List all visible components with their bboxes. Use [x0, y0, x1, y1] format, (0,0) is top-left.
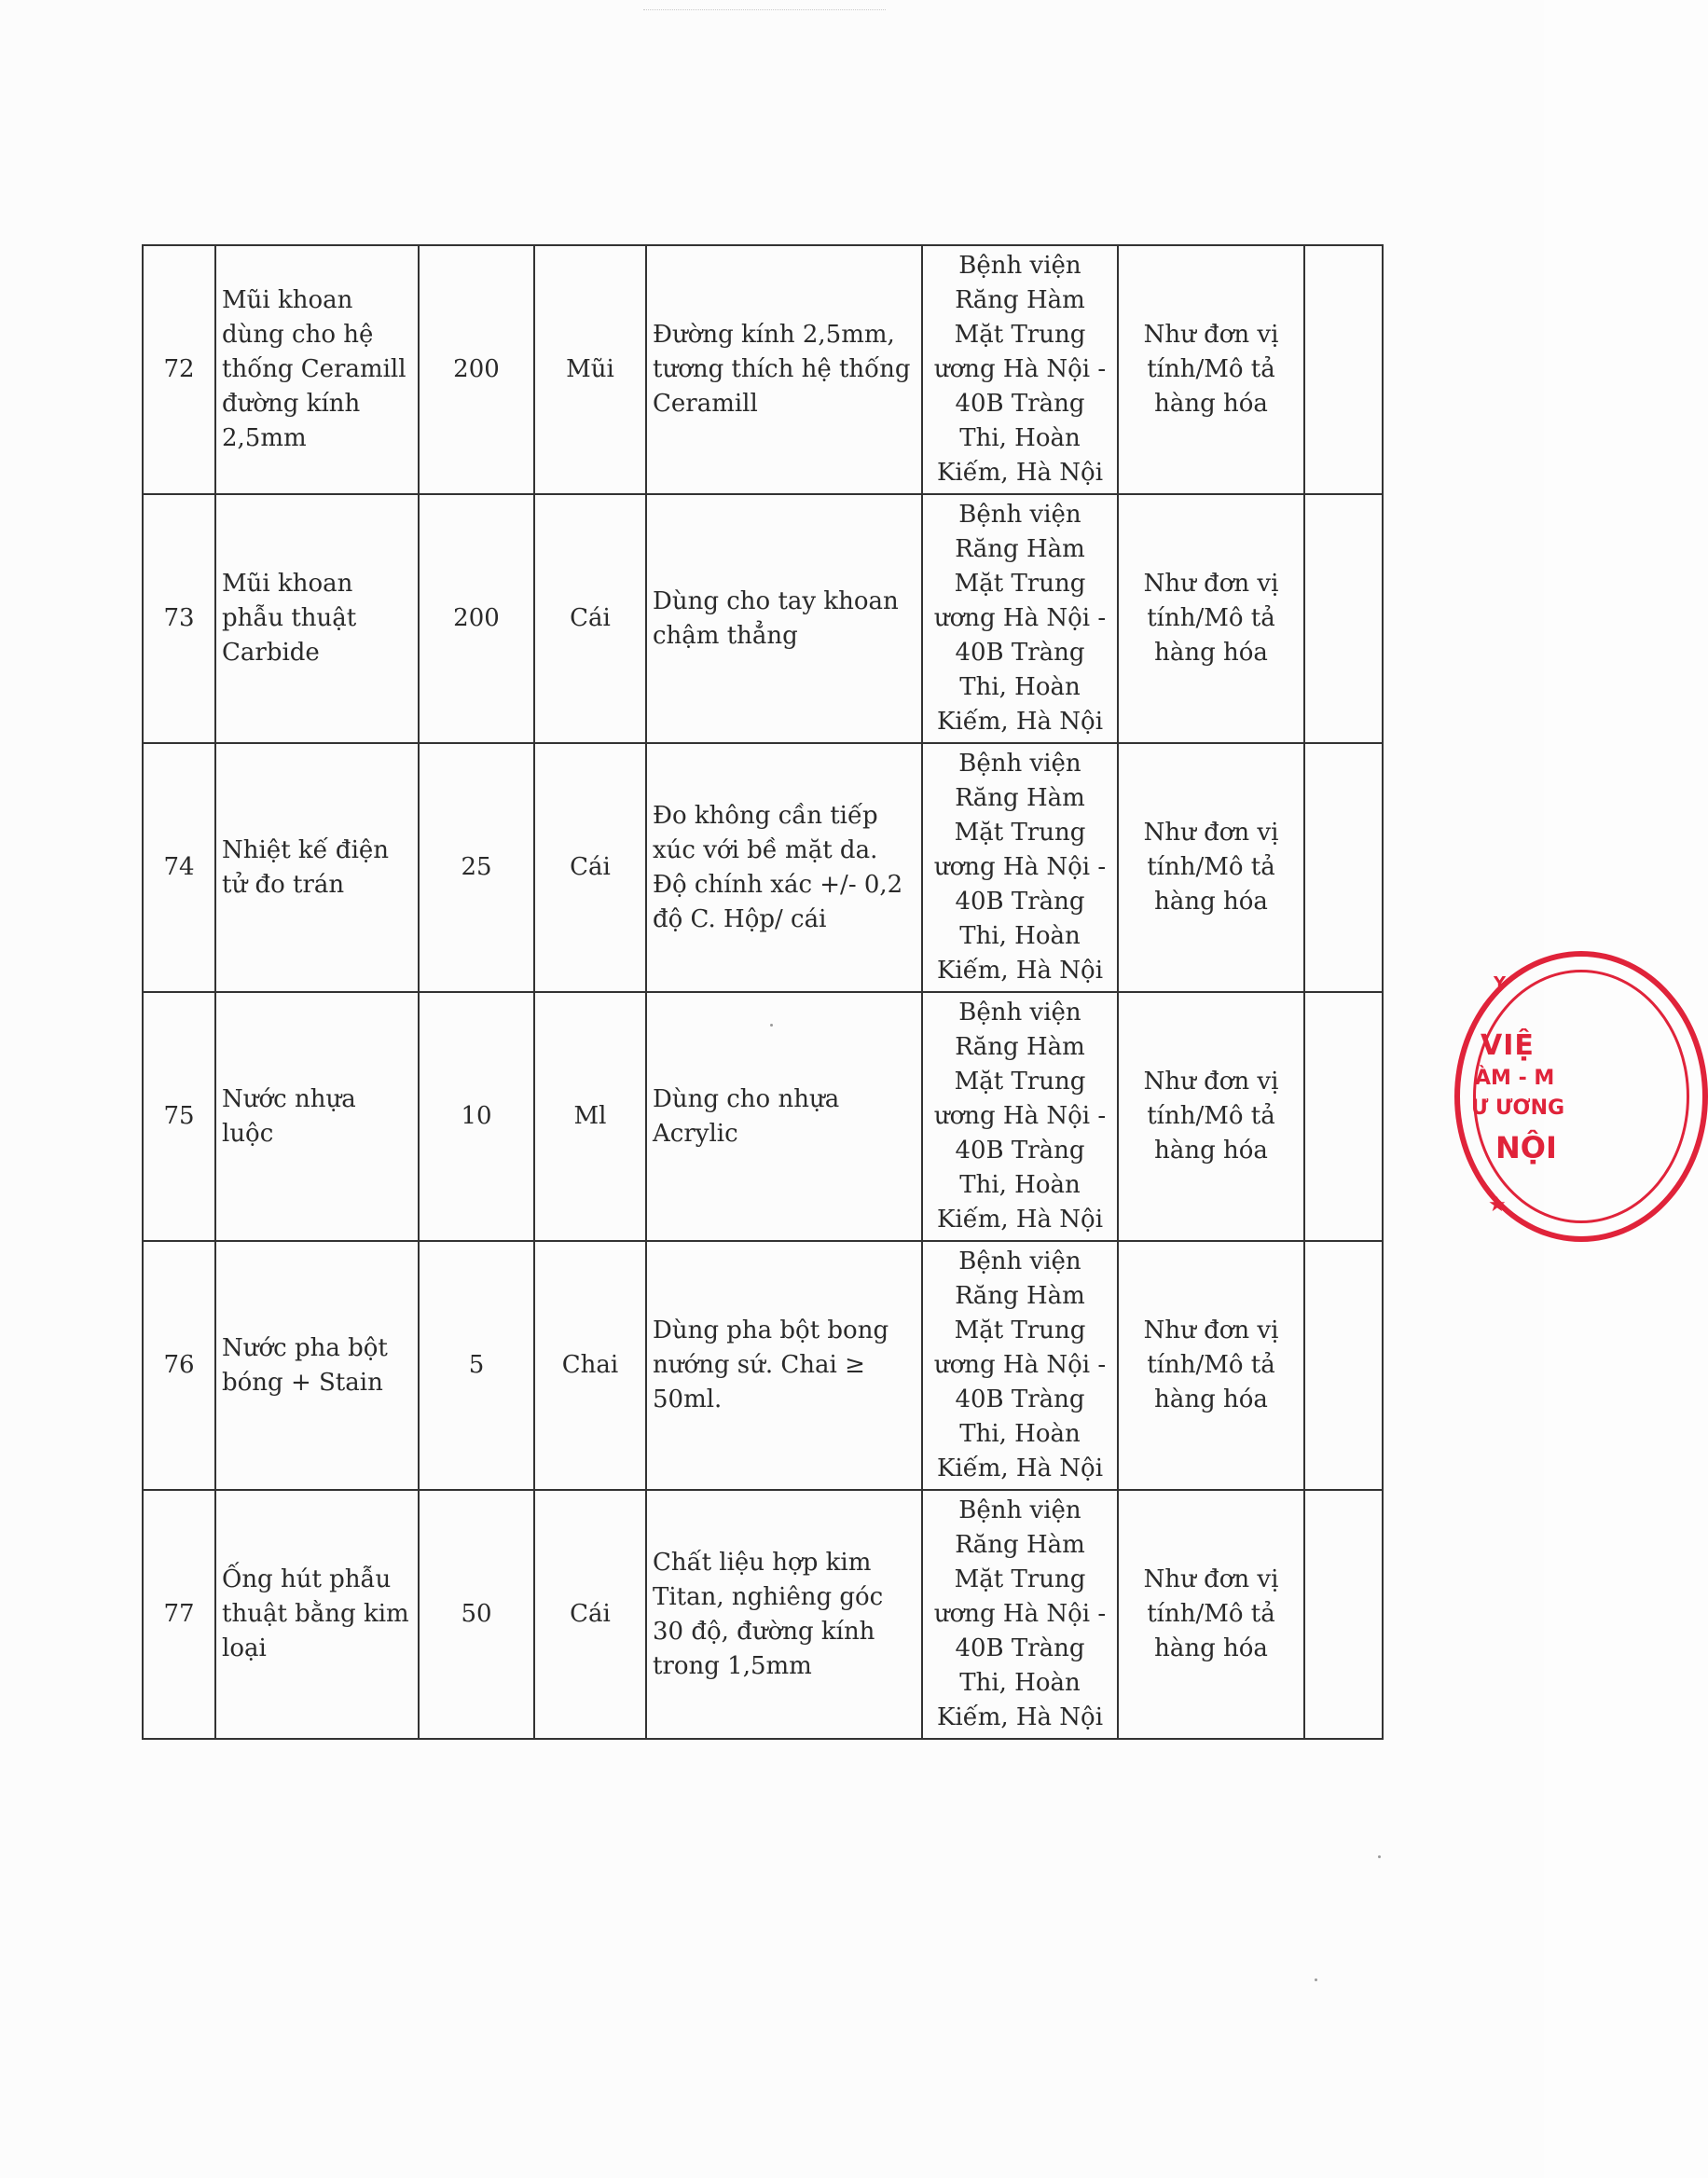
item-unit: Cái — [534, 1490, 646, 1739]
stamp-text-line1: VIỆ — [1481, 1029, 1535, 1062]
item-description: Chất liệu hợp kim Titan, nghiêng góc 30 độ, đường kính trong 1,5mm — [646, 1490, 922, 1739]
item-quantity: 200 — [419, 494, 534, 743]
goods-table — [142, 244, 1384, 1740]
item-quantity: 25 — [419, 743, 534, 992]
delivery-location: Bệnh viện Răng Hàm Mặt Trung ương Hà Nội - 40B Tràng Thi, Hoàn Kiếm, Hà Nội — [922, 992, 1118, 1241]
item-note: Như đơn vị tính/Mô tả hàng hóa — [1118, 494, 1304, 743]
item-unit: Chai — [534, 1241, 646, 1490]
row-number: 72 — [143, 245, 215, 494]
row-number: 77 — [143, 1490, 215, 1739]
item-description: Dùng pha bột bong nướng sứ. Chai ≥ 50ml. — [646, 1241, 922, 1490]
delivery-location: Bệnh viện Răng Hàm Mặt Trung ương Hà Nội - 40B Tràng Thi, Hoàn Kiếm, Hà Nội — [922, 1241, 1118, 1490]
item-description: Dùng cho nhựa Acrylic — [646, 992, 922, 1241]
item-quantity: 50 — [419, 1490, 534, 1739]
scan-artifact — [643, 9, 886, 18]
empty-cell — [1304, 245, 1383, 494]
table-body — [143, 245, 1383, 1739]
item-unit: Mũi — [534, 245, 646, 494]
table-row — [143, 245, 1383, 494]
empty-cell — [1304, 494, 1383, 743]
table-row — [143, 494, 1383, 743]
red-seal-stamp — [1454, 951, 1708, 1242]
empty-cell — [1304, 1490, 1383, 1739]
stamp-text-line3: Ư ƯƠNG — [1471, 1096, 1565, 1120]
item-name: Nước nhựa luộc — [215, 992, 419, 1241]
delivery-location: Bệnh viện Răng Hàm Mặt Trung ương Hà Nội - 40B Tràng Thi, Hoàn Kiếm, Hà Nội — [922, 245, 1118, 494]
scan-speck — [1315, 1978, 1317, 1981]
delivery-location: Bệnh viện Răng Hàm Mặt Trung ương Hà Nội - 40B Tràng Thi, Hoàn Kiếm, Hà Nội — [922, 1490, 1118, 1739]
item-description: Đường kính 2,5mm, tương thích hệ thống Ceramill — [646, 245, 922, 494]
scan-speck — [770, 1024, 773, 1027]
empty-cell — [1304, 992, 1383, 1241]
item-name: Nước pha bột bóng + Stain — [215, 1241, 419, 1490]
row-number: 75 — [143, 992, 215, 1241]
item-unit: Ml — [534, 992, 646, 1241]
item-unit: Cái — [534, 494, 646, 743]
item-unit: Cái — [534, 743, 646, 992]
table-row — [143, 1490, 1383, 1739]
item-quantity: 10 — [419, 992, 534, 1241]
item-quantity: 200 — [419, 245, 534, 494]
row-number: 76 — [143, 1241, 215, 1490]
stamp-star-icon: ★ — [1488, 1193, 1507, 1217]
empty-cell — [1304, 743, 1383, 992]
item-note: Như đơn vị tính/Mô tả hàng hóa — [1118, 1241, 1304, 1490]
item-description: Đo không cần tiếp xúc với bề mặt da. Độ chính xác +/- 0,2 độ C. Hộp/ cái — [646, 743, 922, 992]
item-note: Như đơn vị tính/Mô tả hàng hóa — [1118, 992, 1304, 1241]
item-name: Nhiệt kế điện tử đo trán — [215, 743, 419, 992]
scan-speck — [1378, 1855, 1381, 1858]
table-row — [143, 1241, 1383, 1490]
table-row — [143, 743, 1383, 992]
item-note: Như đơn vị tính/Mô tả hàng hóa — [1118, 1490, 1304, 1739]
table-row — [143, 992, 1383, 1241]
item-description: Dùng cho tay khoan chậm thẳng — [646, 494, 922, 743]
delivery-location: Bệnh viện Răng Hàm Mặt Trung ương Hà Nội - 40B Tràng Thi, Hoàn Kiếm, Hà Nội — [922, 494, 1118, 743]
item-name: Mũi khoan phẫu thuật Carbide — [215, 494, 419, 743]
item-quantity: 5 — [419, 1241, 534, 1490]
item-name: Ống hút phẫu thuật bằng kim loại — [215, 1490, 419, 1739]
item-name: Mũi khoan dùng cho hệ thống Ceramill đường kính 2,5mm — [215, 245, 419, 494]
stamp-text-line2: ÀM - M — [1475, 1067, 1555, 1090]
empty-cell — [1304, 1241, 1383, 1490]
item-note: Như đơn vị tính/Mô tả hàng hóa — [1118, 743, 1304, 992]
item-note: Như đơn vị tính/Mô tả hàng hóa — [1118, 245, 1304, 494]
row-number: 73 — [143, 494, 215, 743]
delivery-location: Bệnh viện Răng Hàm Mặt Trung ương Hà Nội - 40B Tràng Thi, Hoàn Kiếm, Hà Nội — [922, 743, 1118, 992]
stamp-text-top: Y — [1494, 973, 1507, 993]
row-number: 74 — [143, 743, 215, 992]
stamp-text-line4: NỘI — [1495, 1130, 1557, 1165]
